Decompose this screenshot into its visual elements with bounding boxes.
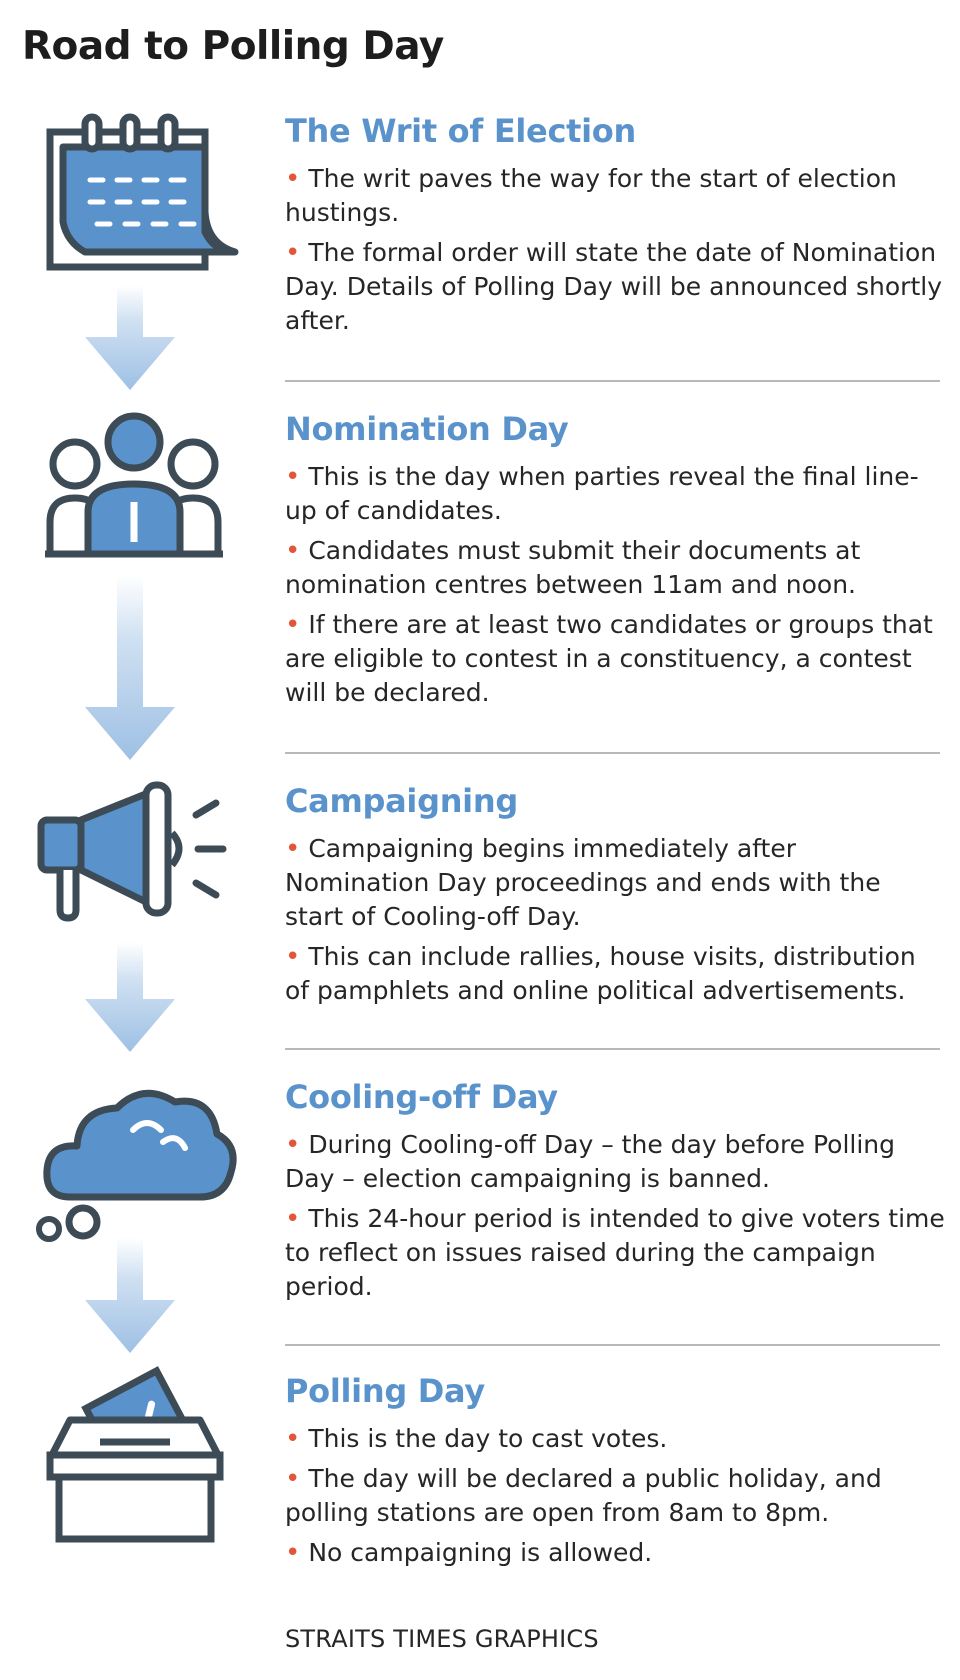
step-heading: Polling Day — [285, 1372, 485, 1410]
step-nomination-day — [285, 410, 945, 716]
bullet-list — [285, 162, 945, 338]
step-campaigning — [285, 782, 945, 1014]
megaphone-icon — [38, 785, 238, 925]
bullet-item: • The formal order will state the date of Nomination Day. Details of Polling Day will be announced shortly after. — [285, 236, 945, 338]
candidates-icon — [45, 412, 225, 562]
bullet-list — [285, 1422, 945, 1570]
calendar-icon — [45, 112, 245, 272]
step-heading: Campaigning — [285, 782, 518, 820]
bullet-item: • This 24-hour period is intended to give voters time to reflect on issues raised during the campaign period. — [285, 1202, 945, 1304]
bullet-item: • No campaigning is allowed. — [285, 1536, 945, 1570]
divider — [285, 380, 940, 382]
divider — [285, 1344, 940, 1346]
page-title: Road to Polling Day — [22, 24, 444, 69]
divider — [285, 752, 940, 754]
arrow-down-icon — [85, 285, 175, 390]
step-writ-of-election — [285, 112, 945, 344]
step-heading: The Writ of Election — [285, 112, 636, 150]
step-cooling-off-day — [285, 1078, 945, 1310]
step-polling-day — [285, 1372, 945, 1576]
icon-column — [0, 0, 280, 1680]
bullet-list — [285, 1128, 945, 1304]
bullet-item: • Campaigning begins immediately after Nomination Day proceedings and ends with the start of Cooling-off Day. — [285, 832, 945, 934]
bullet-item: • Candidates must submit their documents at nomination centres between 11am and noon. — [285, 534, 945, 602]
arrow-down-icon — [85, 575, 175, 760]
bullet-list — [285, 832, 945, 1008]
bullet-item: • The writ paves the way for the start of election hustings. — [285, 162, 945, 230]
bullet-item: • This can include rallies, house visits, distribution of pamphlets and online political advertisements. — [285, 940, 945, 1008]
bullet-list — [285, 460, 945, 710]
bullet-item: • This is the day to cast votes. — [285, 1422, 945, 1456]
bullet-item: • The day will be declared a public holiday, and polling stations are open from 8am to 8pm. — [285, 1462, 945, 1530]
bullet-item: • If there are at least two candidates or groups that are eligible to contest in a constituency, a contest will be declared. — [285, 608, 945, 710]
step-heading: Nomination Day — [285, 410, 569, 448]
bullet-item: • During Cooling-off Day – the day before Polling Day – election campaigning is banned. — [285, 1128, 945, 1196]
ballot-box-icon — [45, 1370, 225, 1545]
arrow-down-icon — [85, 942, 175, 1052]
arrow-down-icon — [85, 1238, 175, 1353]
bullet-item: • This is the day when parties reveal the final line-up of candidates. — [285, 460, 945, 528]
source-credit: STRAITS TIMES GRAPHICS — [285, 1625, 599, 1653]
thought-cloud-icon — [35, 1072, 235, 1242]
step-heading: Cooling-off Day — [285, 1078, 558, 1116]
divider — [285, 1048, 940, 1050]
